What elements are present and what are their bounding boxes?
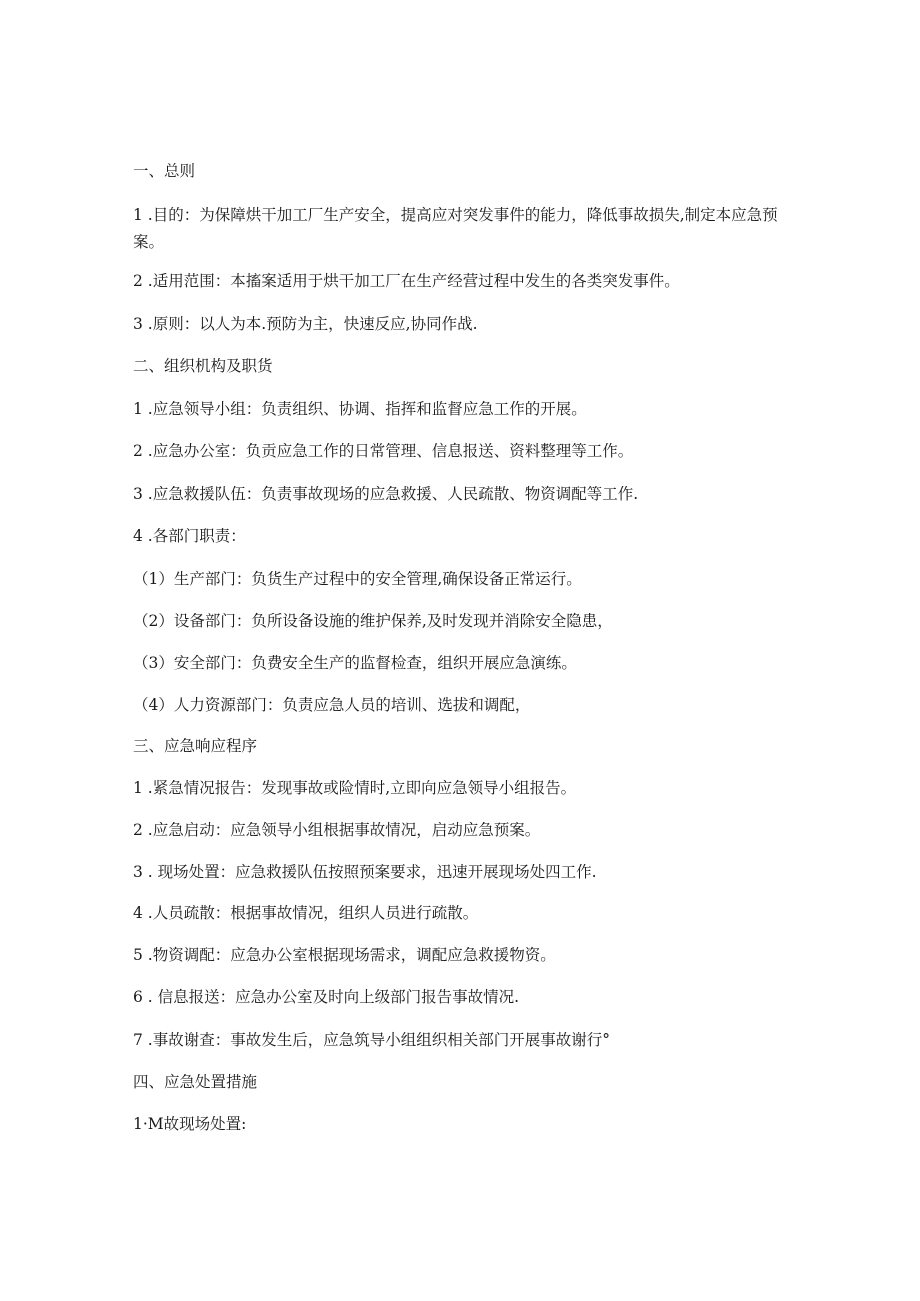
section-3-heading: 三、应急响应程序 [133, 737, 258, 755]
section-1-item-2: 2 .适用范围：本搐案适用于烘干加工厂在生产经营过程中发生的各类突发事件。 [133, 272, 680, 290]
section-1-item-3: 3 .原则：以人为本.预防为主，快速反应,协同作战. [133, 315, 478, 333]
section-1-heading: 一、总则 [133, 162, 196, 180]
section-3-item-1: 1 .紧急情况报告：发现事故或险情时,立即向应急领导小组报告。 [133, 779, 577, 797]
section-2-item-4: 4 .各部门职责： [133, 527, 246, 545]
section-2-item-1: 1 .应急领导小组：负责组织、协调、指挥和监督应急工作的开展。 [133, 400, 587, 418]
section-2-subitem-3: （3）安全部门：负费安全生产的监督检查，组织开展应急演练。 [133, 654, 577, 672]
section-2-subitem-1: （1）生产部门：负货生产过程中的安全管理,确保设备正常运行。 [133, 570, 582, 588]
section-3-item-4: 4 .人员疏散：根据事故情况，组织人员进行疏散。 [133, 904, 479, 922]
section-2-heading: 二、组织机构及职货 [133, 357, 273, 375]
section-2-item-3: 3 .应急救援队伍：负责事故现场的应急救援、人民疏散、物资调配等工作. [133, 485, 639, 503]
section-3-item-7: 7 .事故谢查：事故发生后，应急筑导小组组织相关部门开展事故谢行° [133, 1031, 610, 1049]
section-2-item-2: 2 .应急办公室：负贡应急工作的日常管理、信息报送、资料整理等工作。 [133, 442, 634, 460]
section-3-item-2: 2 .应急启动：应急领导小组根据事故情况，启动应急预案。 [133, 821, 541, 839]
section-2-subitem-2: （2）设备部门：负所设备设施的维护保养,及时发现并消除安全隐患， [133, 612, 613, 630]
section-2-subitem-4: （4）人力资源部门：负责应急人员的培训、选拔和调配， [133, 696, 531, 714]
section-4-heading: 四、应急处置措施 [133, 1073, 258, 1091]
section-3-item-6: 6 . 信息报送：应急办公室及时向上级部门报告事故情况. [133, 988, 520, 1006]
section-3-item-3: 3 . 现场处置：应急救援队伍按照预案要求，迅速开展现场处四工作. [133, 863, 597, 881]
section-4-item-1: 1·M故现场处置: [133, 1115, 247, 1133]
section-3-item-5: 5 .物资调配：应急办公室根据现场需求，调配应急救援物资。 [133, 946, 556, 964]
section-1-item-1: 1 .目的：为保障烘干加工厂生产安全，提高应对突发事件的能力，降低事故损失,制定本应急预案。 [133, 206, 778, 251]
